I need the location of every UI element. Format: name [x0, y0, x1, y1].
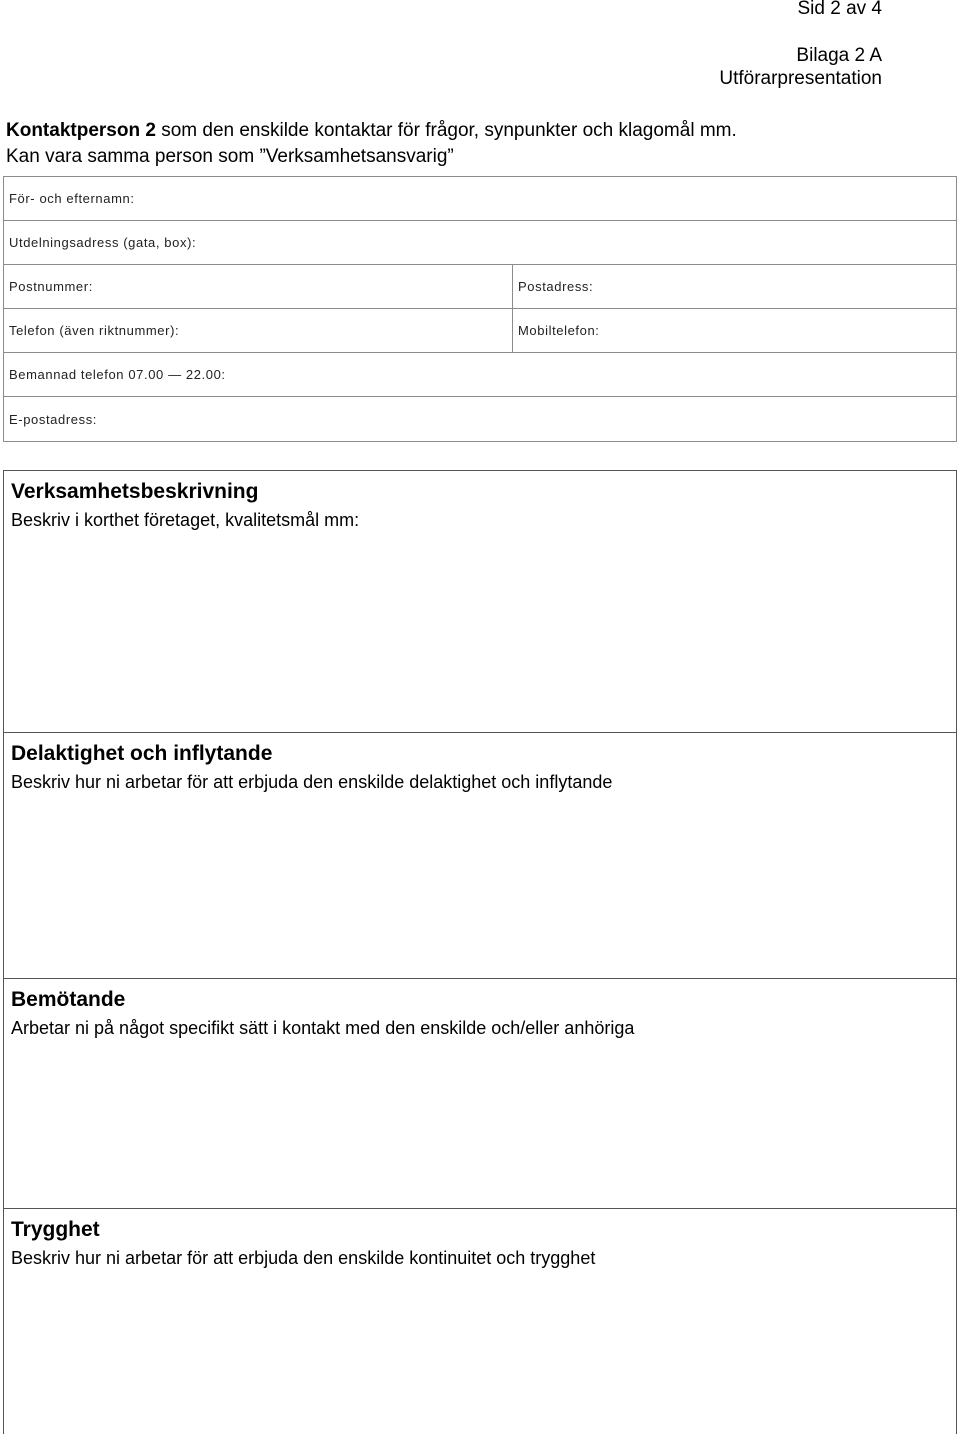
staffed-phone-field[interactable]: Bemannad telefon 07.00 — 22.00:: [9, 367, 226, 382]
contact-heading-rest: som den enskilde kontaktar för frågor, synpunkter och klagomål mm.: [155, 120, 737, 141]
section-title: Trygghet: [11, 1218, 100, 1241]
staffed-phone-row[interactable]: [4, 353, 956, 397]
address-field[interactable]: Utdelningsadress (gata, box):: [9, 235, 197, 250]
section-description: Beskriv hur ni arbetar för att erbjuda den enskilde delaktighet och inflytande: [11, 772, 613, 792]
document-type: Utförarpresentation: [719, 68, 882, 89]
page-number: Sid 2 av 4: [797, 0, 882, 19]
contact-subheading: Kan vara samma person som ”Verksamhetsansvarig”: [6, 146, 454, 167]
phone-field[interactable]: Telefon (även riktnummer):: [4, 309, 513, 352]
contact-heading-bold: Kontaktperson 2: [6, 120, 156, 141]
name-field[interactable]: För- och efternamn:: [9, 191, 135, 206]
postal-code-field[interactable]: Postnummer:: [4, 265, 513, 308]
section-title: Bemötande: [11, 988, 126, 1011]
email-field[interactable]: E-postadress:: [9, 411, 98, 427]
address-row[interactable]: [4, 221, 956, 265]
name-row[interactable]: [4, 177, 956, 221]
section-bemotande[interactable]: [4, 979, 956, 1209]
attachment-label: Bilaga 2 A: [796, 45, 882, 66]
section-title: Verksamhetsbeskrivning: [11, 480, 259, 503]
section-title: Delaktighet och inflytande: [11, 742, 273, 765]
email-row[interactable]: [4, 397, 956, 441]
section-delaktighet[interactable]: [4, 733, 956, 979]
contact-heading-line: [6, 118, 737, 144]
mobile-field[interactable]: Mobiltelefon:: [518, 323, 600, 338]
attachment-header: [719, 44, 882, 90]
contact-heading: [6, 118, 737, 170]
section-description: Beskriv i korthet företaget, kvalitetsmål mm:: [11, 510, 360, 530]
postal-city-field[interactable]: Postadress:: [518, 279, 594, 294]
description-sections: [3, 470, 957, 1434]
phone-row: [4, 309, 956, 353]
section-verksamhetsbeskrivning[interactable]: [4, 471, 956, 733]
postal-row: [4, 265, 956, 309]
section-description: Beskriv hur ni arbetar för att erbjuda den enskilde kontinuitet och trygghet: [11, 1248, 596, 1268]
section-trygghet[interactable]: [4, 1209, 956, 1435]
section-description: Arbetar ni på något specifikt sätt i kontakt med den enskilde och/eller anhöriga: [11, 1018, 635, 1038]
contact-form: [3, 176, 957, 442]
